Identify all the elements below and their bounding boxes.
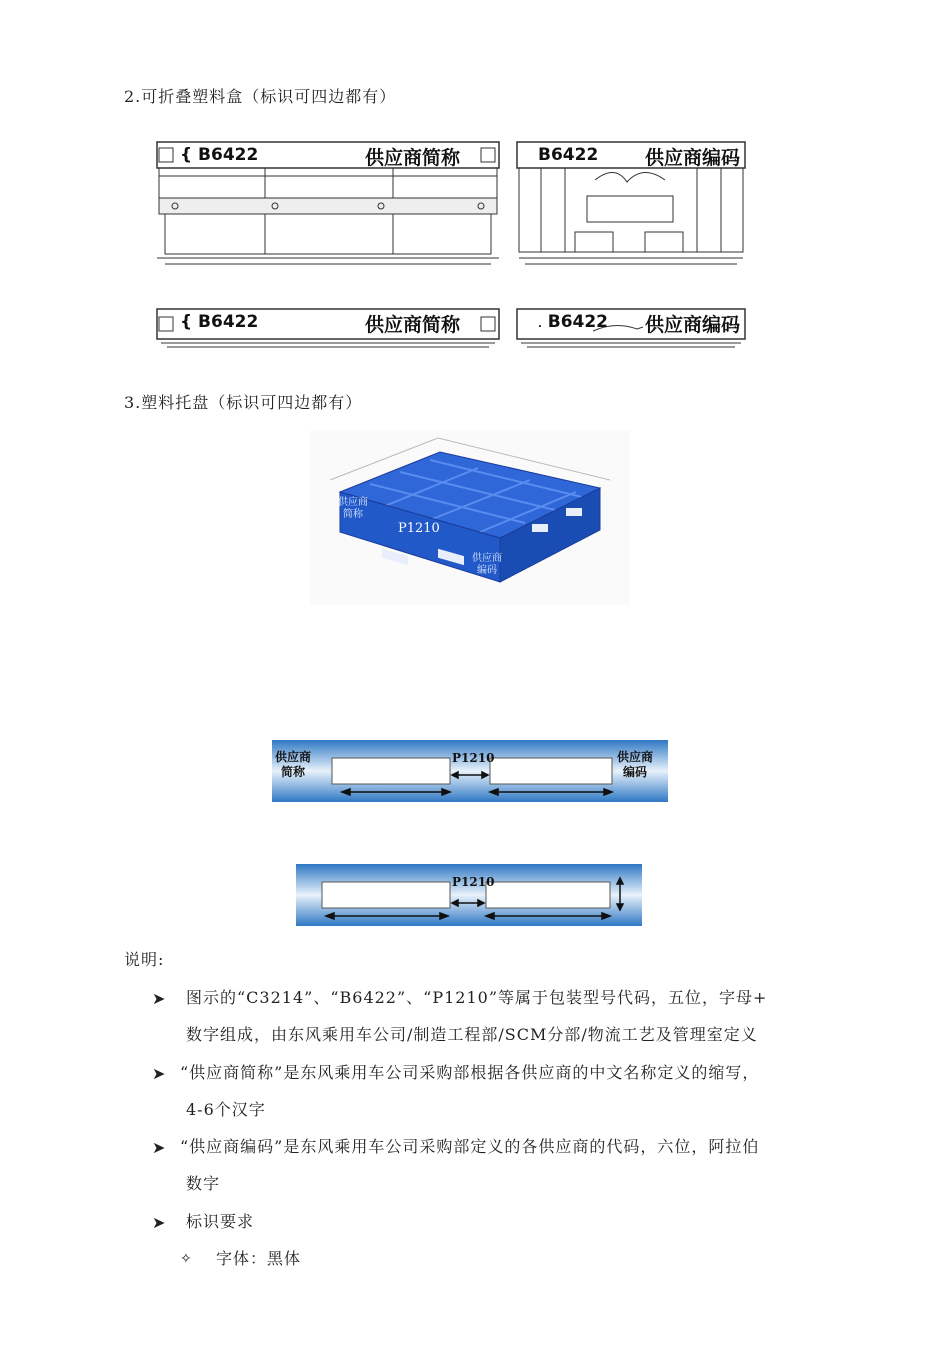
note-4-text: 标识要求 — [186, 1212, 255, 1231]
arrowhead-bullet-icon: ➤ — [152, 1064, 166, 1083]
sub-note-1-text: 字体：黑体 — [216, 1249, 302, 1268]
crate-folded-short-code-label: . B6422 — [538, 312, 609, 332]
arrowhead-bullet-icon: ➤ — [152, 1213, 166, 1232]
diagram1-code-label: P1210 — [452, 751, 495, 765]
pallet-long-side-diagram — [272, 740, 668, 802]
note-2-line-1: “供应商简称”是东风乘用车公司采购部根据各供应商的中文名称定义的缩写， — [180, 1063, 760, 1082]
note-2-line-2: 4-6个汉字 — [186, 1100, 266, 1119]
pallet-code-label: P1210 — [398, 521, 440, 536]
section-3-heading: 3.塑料托盘（标识可四边都有） — [124, 393, 363, 412]
note-3-line-1: “供应商编码”是东风乘用车公司采购部定义的各供应商的代码，六位，阿拉伯 — [180, 1137, 760, 1156]
pallet-short-side-diagram — [296, 864, 642, 926]
crate-code-label: { B6422 — [180, 145, 259, 165]
crate-folded-code-label: { B6422 — [180, 312, 259, 332]
note-3-line-2: 数字 — [186, 1174, 221, 1193]
arrowhead-bullet-icon: ➤ — [152, 989, 166, 1008]
diagram1-right-label: 供应商 编码 — [617, 750, 654, 779]
crate-folded-supplier-short-label: 供应商简称 — [365, 314, 461, 336]
crate-supplier-code-label: 供应商编码 — [645, 147, 741, 169]
section-2-heading: 2.可折叠塑料盒（标识可四边都有） — [124, 87, 397, 106]
notes-title: 说明: — [124, 950, 165, 969]
crate-folded-supplier-code-label: 供应商编码 — [645, 314, 741, 336]
four-point-star-icon: ✧ — [180, 1251, 192, 1267]
crate-short-code-label: B6422 — [538, 145, 599, 165]
crate-supplier-short-label: 供应商简称 — [365, 147, 461, 169]
arrowhead-bullet-icon: ➤ — [152, 1138, 166, 1157]
note-1-line-1: 图示的“C3214”、“B6422”、“P1210”等属于包装型号代码，五位，字母+ — [186, 988, 768, 1007]
pallet-right-supplier-label: 供应商 编码 — [472, 553, 502, 576]
diagram2-code-label: P1210 — [452, 875, 495, 889]
note-1-line-2: 数字组成，由东风乘用车公司/制造工程部/SCM分部/物流工艺及管理室定义 — [186, 1025, 758, 1044]
pallet-left-supplier-label: 供应商 简称 — [338, 497, 368, 520]
diagram1-left-label: 供应商 简称 — [275, 750, 312, 779]
